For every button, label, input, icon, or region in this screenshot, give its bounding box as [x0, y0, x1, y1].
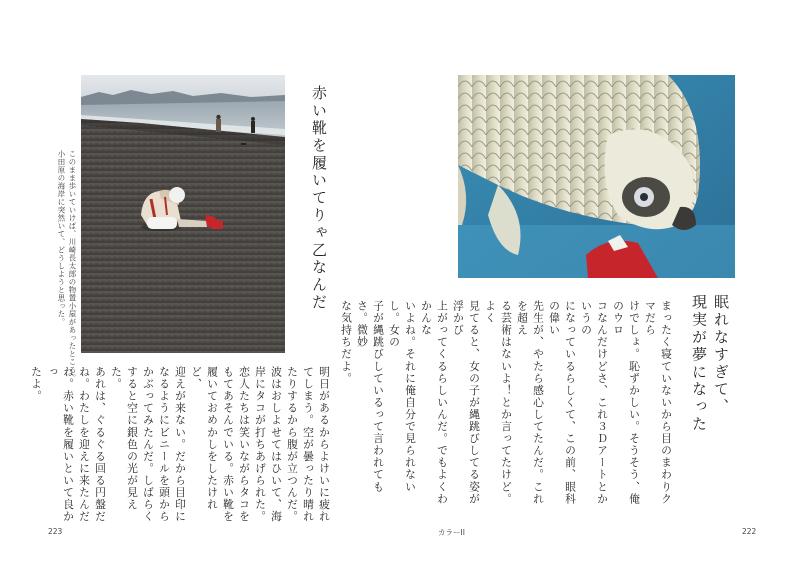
left-body-line: 迎えが来ない。だから目印に [174, 366, 187, 523]
left-essay-title: 赤い靴を履いてりゃ乙なんだ [310, 85, 328, 312]
left-page-number: 223 [48, 527, 63, 536]
left-body-line: なるようにビニールを頭から [158, 366, 171, 523]
carp-photo [458, 75, 735, 278]
beach-figure-photo [81, 75, 285, 353]
right-body-line: けでしょ。恥ずかしい。そうそう、俺のウロ [612, 300, 641, 505]
right-body-line: コなんだけどさ、これ３Ｄアートとかいうの [580, 300, 609, 505]
right-body-line: いよね。それに俺自分で見られないし。女の [388, 300, 417, 493]
left-body-line: あれは、ぐるぐる回る円盤だ [94, 366, 107, 523]
right-essay-title [688, 294, 732, 444]
left-body-line: もてあそんでいる。赤い靴を [222, 366, 235, 523]
carp-photo-frame [458, 75, 735, 278]
left-body-line: 岸にタコが打ちあげられた。 [254, 366, 267, 523]
left-body-line: たりするから腹が立つんだ。 [286, 366, 299, 523]
left-body-line: すると空に銀色の光が見えた。 [110, 366, 139, 511]
right-body-line: 上がってくるらしいんだ。でもよくわかんな [420, 300, 449, 505]
right-page-number: 222 [742, 527, 757, 536]
left-body-line: てしまう。空が曇ったり晴れ [302, 366, 315, 523]
beach-photo [81, 75, 285, 353]
photo-caption: このまま歩いていけば、川崎長太郎の物置小屋があったところ。 小田原の海岸に突然いて、どうしようと思った。 [57, 150, 77, 382]
right-body-line: 子が縄跳びしているって言われてもさ。微妙 [356, 300, 385, 493]
right-title-line: 現実が夢になった [690, 294, 708, 434]
right-body-line: る芸術はないよ！とか言ってたけど。よく [484, 300, 513, 505]
left-body-line: 明日があるからよけいに疲れ [318, 366, 331, 523]
right-title-line: 眠れなすぎて、 [712, 294, 730, 416]
right-body-line: になっているらしくて、この前、眼科の偉い [548, 300, 577, 505]
right-essay-body [340, 300, 674, 510]
left-body-line: たよ。 [30, 366, 43, 403]
left-body-line: 波はおしよせてはひいて、海 [270, 366, 283, 523]
left-body-line: ね。赤い靴を履いといて良かっ [46, 366, 75, 523]
left-essay-body [30, 366, 332, 526]
left-body-line: 履いておめかしをしたけれど、 [190, 366, 219, 511]
right-body-line: まったく寝ていないから目のまわりクマだら [644, 300, 673, 505]
left-body-line: 恋人たちは笑いながらタコを [238, 366, 251, 523]
right-body-line: な気持ちだよ。 [340, 300, 353, 385]
running-head: カラーII [438, 528, 465, 537]
left-body-line: ね。わたしを迎えに来たんだ [78, 366, 91, 523]
left-body-line: かぶってみたんだ。しばらく [142, 366, 155, 523]
right-body-line: 見てると、女の子が縄跳びしてる姿が浮かび [452, 300, 481, 505]
right-body-line: 先生が、やたら感心してたんだ。これを超え [516, 300, 545, 505]
